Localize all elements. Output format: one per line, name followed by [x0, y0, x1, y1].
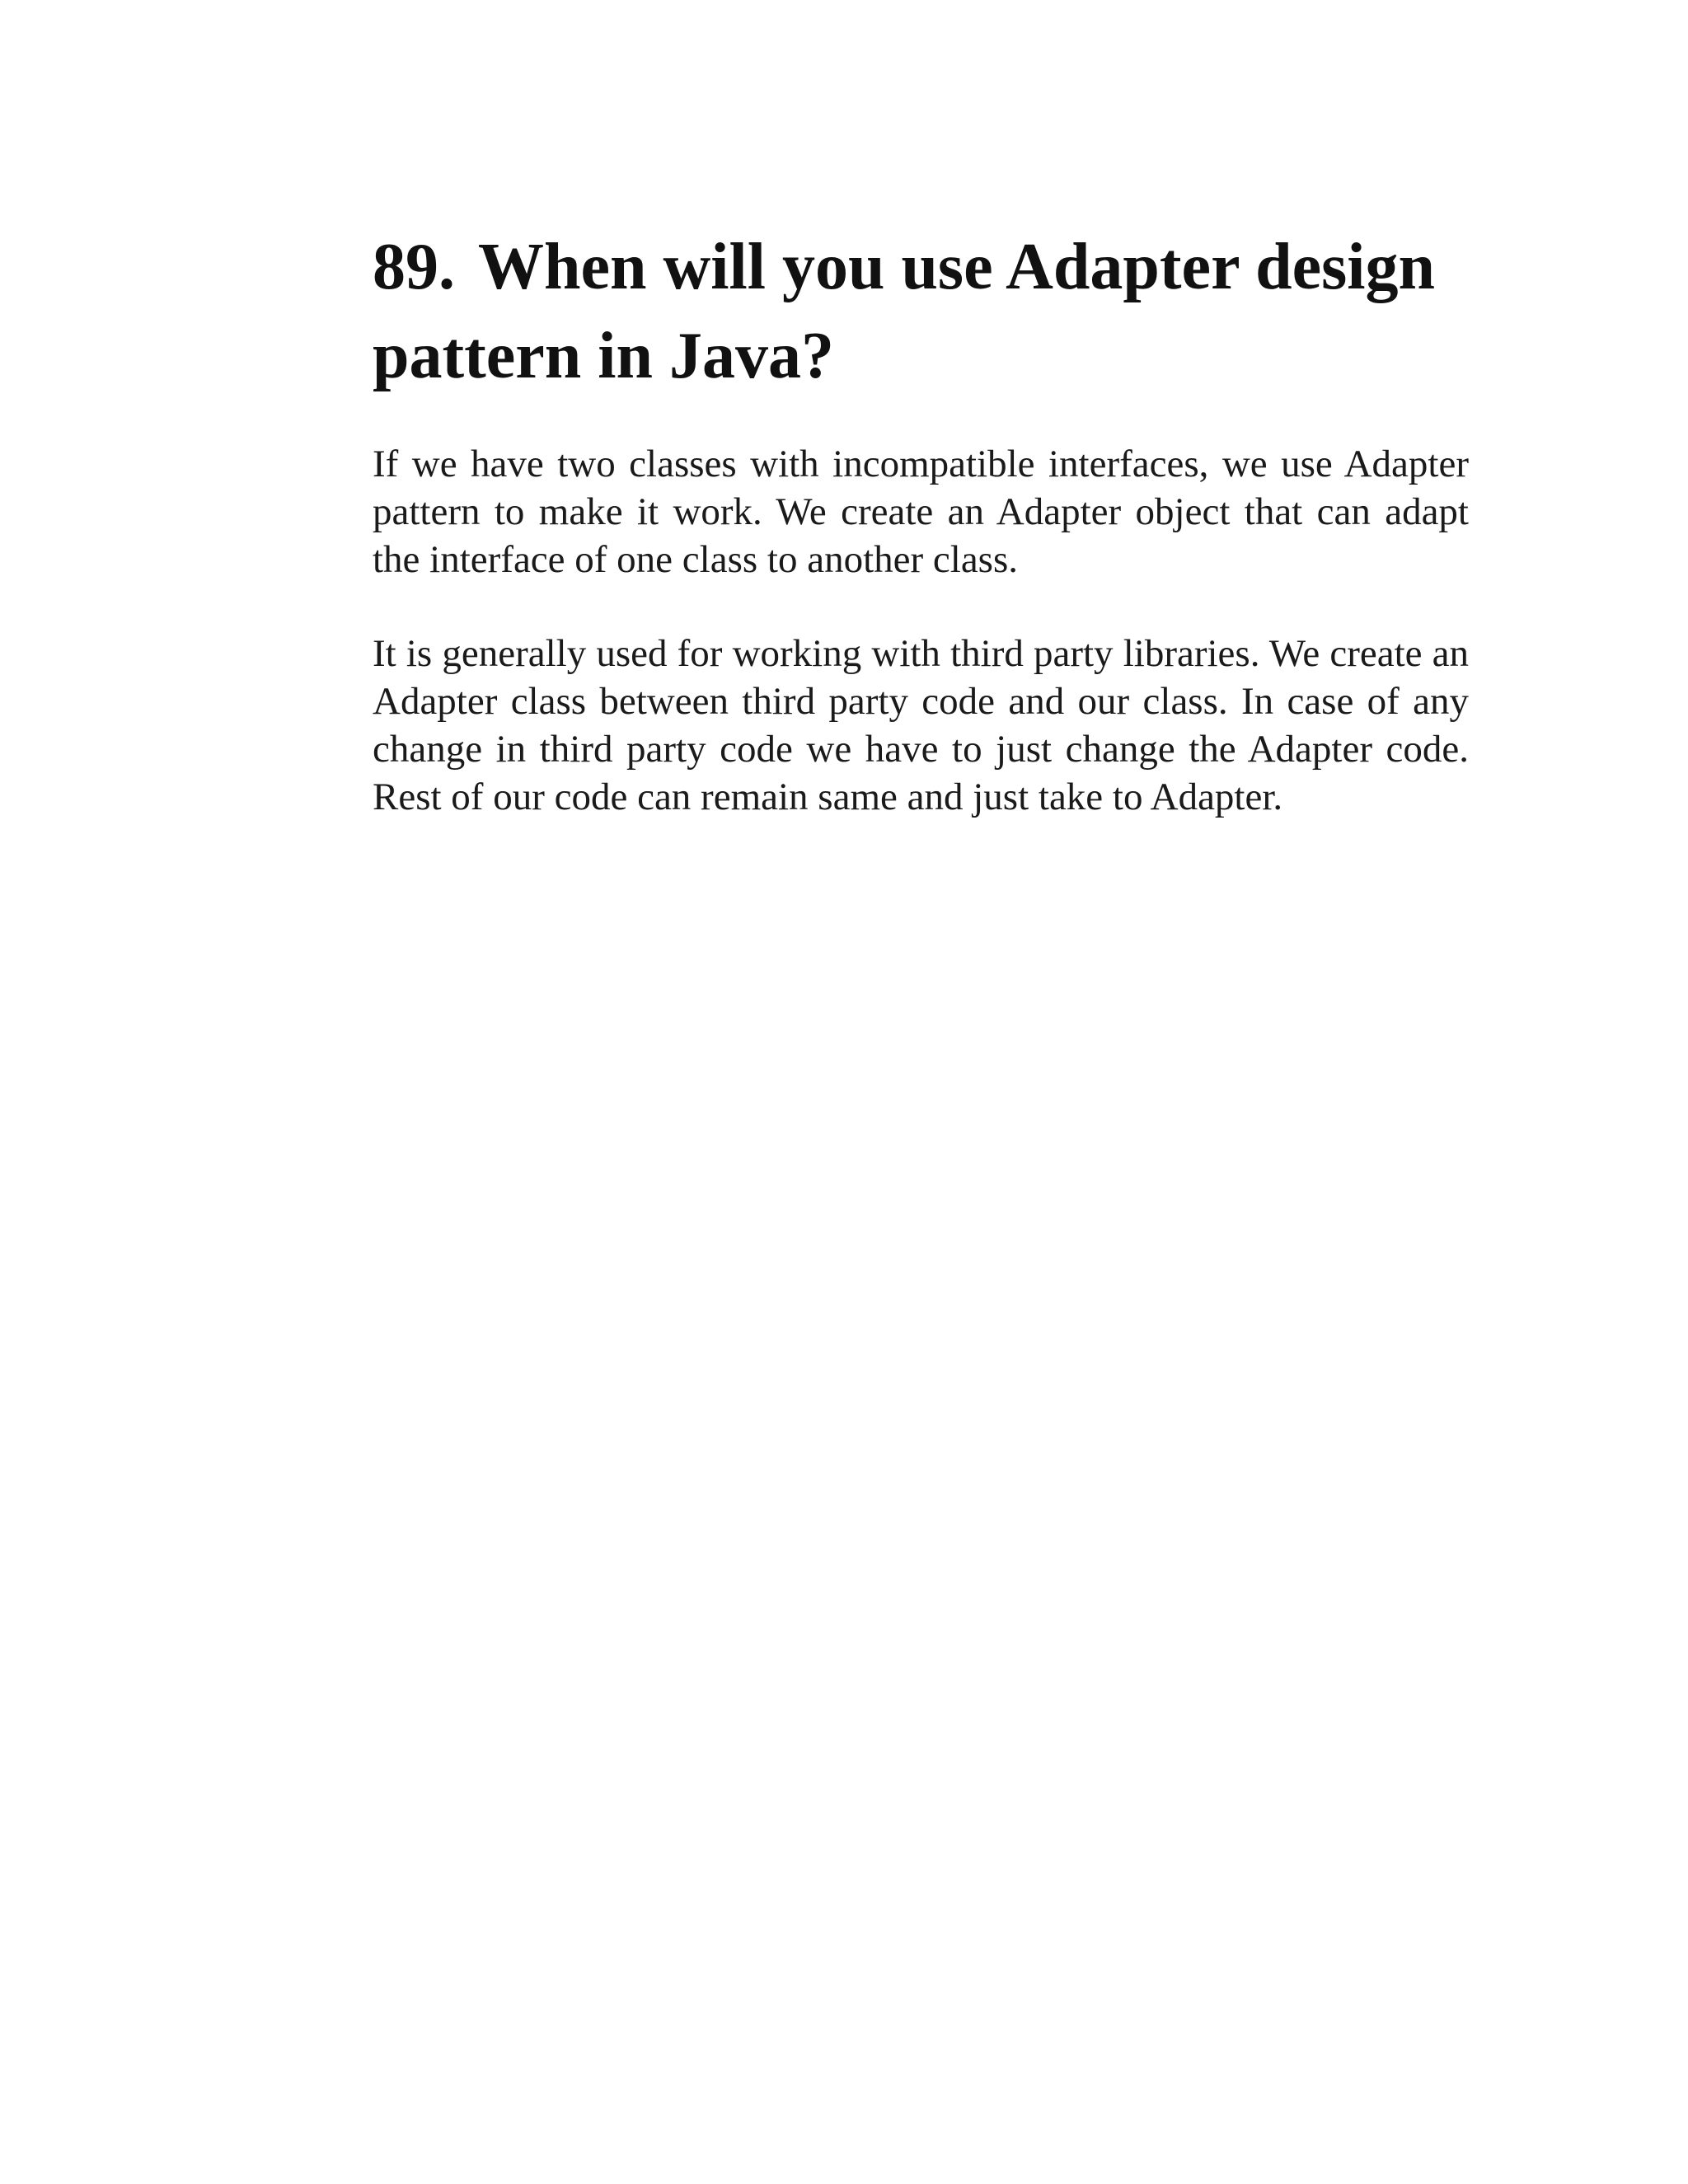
body-paragraph-1: If we have two classes with incompatible interfaces, we use Adapter pattern to make it work. We create an Adapter object that can adapt the interface of one class to another class.	[373, 443, 1469, 581]
page-content	[373, 223, 1469, 821]
section-title: When will you use Adapter design pattern in Java?	[373, 231, 1435, 392]
section-number: 89.	[373, 231, 455, 303]
section-heading	[373, 223, 1469, 401]
body-paragraph-2: It is generally used for working with third party libraries. We create an Adapter class between third party code and our class. In case of any change in third party code we have to just change the Adapter code. Rest of our code can remain same and just take to Adapter.	[373, 632, 1469, 818]
